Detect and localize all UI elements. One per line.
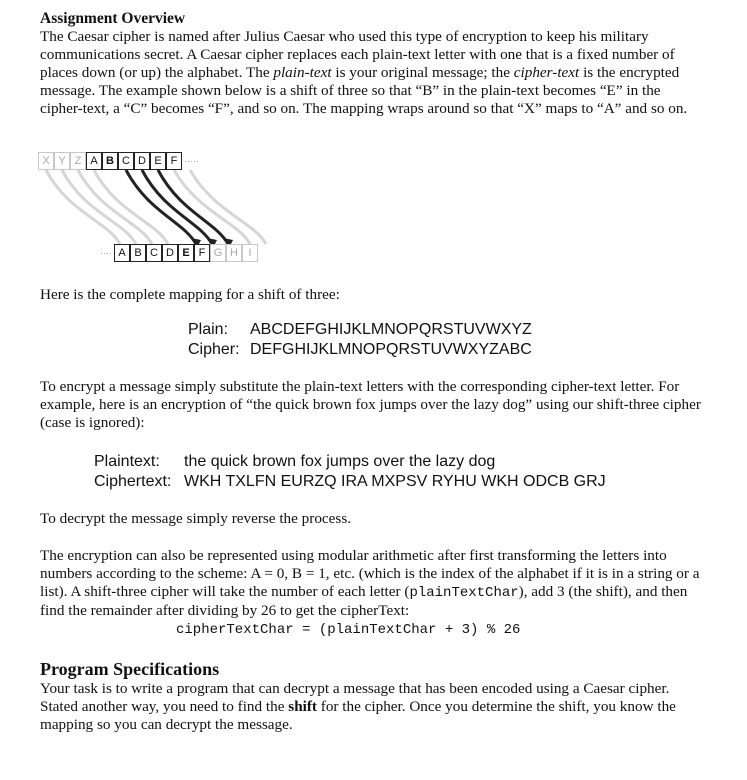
diagram-bottom-cell: F <box>194 244 210 262</box>
specs-shift-term: shift <box>288 698 317 715</box>
cipher-label: Cipher: <box>188 341 240 358</box>
modular-text-2: ), add 3 (the shift), and then find the remainder after dividing by 26 to get the cipherText: <box>40 583 688 619</box>
specs-text-1: Your task is to write a program that can decrypt a message that has been encoded using a Caesar cipher. Stated another way, you need to find the <box>40 680 670 715</box>
specs-paragraph <box>40 680 708 734</box>
overview-text-2: is your original message; the <box>331 64 514 81</box>
mapping-table <box>188 320 532 360</box>
modular-code-term: plainTextChar <box>409 585 519 601</box>
overview-cipher-term: cipher-text <box>513 64 580 81</box>
diagram-bottom-cell: C <box>146 244 162 262</box>
example-block <box>94 452 606 492</box>
diagram-bottom-cell: H <box>226 244 242 262</box>
overview-paragraph <box>40 28 705 118</box>
diagram-top-cell: Y <box>54 152 70 170</box>
diagram-bottom-cell: A <box>114 244 130 262</box>
formula: cipherTextChar = (plainTextChar + 3) % 26 <box>176 622 521 638</box>
diagram-top-cell: F <box>166 152 182 170</box>
diagram-bottom-cell: D <box>162 244 178 262</box>
diagram-bottom-cell-highlight: E <box>178 244 194 262</box>
plain-label: Plain: <box>188 321 229 338</box>
specs-text-2: for the cipher. Once you determine the shift, you know the mapping so you can decrypt the message. <box>40 698 676 733</box>
modular-paragraph <box>40 547 708 620</box>
mapping-intro: Here is the complete mapping for a shift of three: <box>40 286 340 303</box>
diagram-top-cell: D <box>134 152 150 170</box>
diagram-top-cell-highlight: B <box>102 152 118 170</box>
diagram-top-cell: A <box>86 152 102 170</box>
shift-diagram <box>38 152 318 264</box>
diagram-top-cell: Z <box>70 152 86 170</box>
plaintext-label: Plaintext: <box>94 453 160 470</box>
modular-text-1: The encryption can also be represented using modular arithmetic after first transforming the letters into numbers according to the scheme: A = 0, B = 1, etc. (which is the index of the alphabet if it is in a string or a list). A shift-three cipher will take the number of each letter ( <box>40 547 700 600</box>
overview-plain-term: plain-text <box>273 64 332 81</box>
diagram-continuation-dots: ····· <box>184 156 199 166</box>
specs-heading: Program Specifications <box>40 659 220 679</box>
overview-text-3: is the encrypted message. The example shown below is a shift of three so that “B” in the plain-text becomes “E” in the cipher-text, a “C” becomes “F”, and so on. The mapping wraps around so that “X” maps to “A” and so on. <box>40 64 688 117</box>
diagram-top-cell: E <box>150 152 166 170</box>
diagram-bottom-cell: B <box>130 244 146 262</box>
diagram-top-cell: X <box>38 152 54 170</box>
diagram-continuation-dots: ···· <box>100 248 112 258</box>
plain-value: ABCDEFGHIJKLMNOPQRSTUVWXYZ <box>250 321 532 338</box>
overview-text-1: The Caesar cipher is named after Julius Caesar who used this type of encryption to keep his military communications secret. A Caesar cipher replaces each plain-text letter with one that is a fixed number of places down (or up) the alphabet. The <box>40 28 675 81</box>
plaintext-value: the quick brown fox jumps over the lazy dog <box>184 453 496 470</box>
diagram-bottom-cell: I <box>242 244 258 262</box>
overview-heading: Assignment Overview <box>40 10 186 27</box>
diagram-top-cell: C <box>118 152 134 170</box>
encrypt-paragraph: To encrypt a message simply substitute the plain-text letters with the corresponding cipher-text letter. For example, here is an encryption of “the quick brown fox jumps over the lazy dog” using our shift-three cipher (case is ignored): <box>40 378 701 431</box>
ciphertext-label: Ciphertext: <box>94 473 172 490</box>
ciphertext-value: WKH TXLFN EURZQ IRA MXPSV RYHU WKH ODCB GRJ <box>184 473 606 490</box>
diagram-bottom-cell: G <box>210 244 226 262</box>
cipher-value: DEFGHIJKLMNOPQRSTUVWXYZABC <box>250 341 532 358</box>
decrypt-paragraph: To decrypt the message simply reverse the process. <box>40 510 352 527</box>
